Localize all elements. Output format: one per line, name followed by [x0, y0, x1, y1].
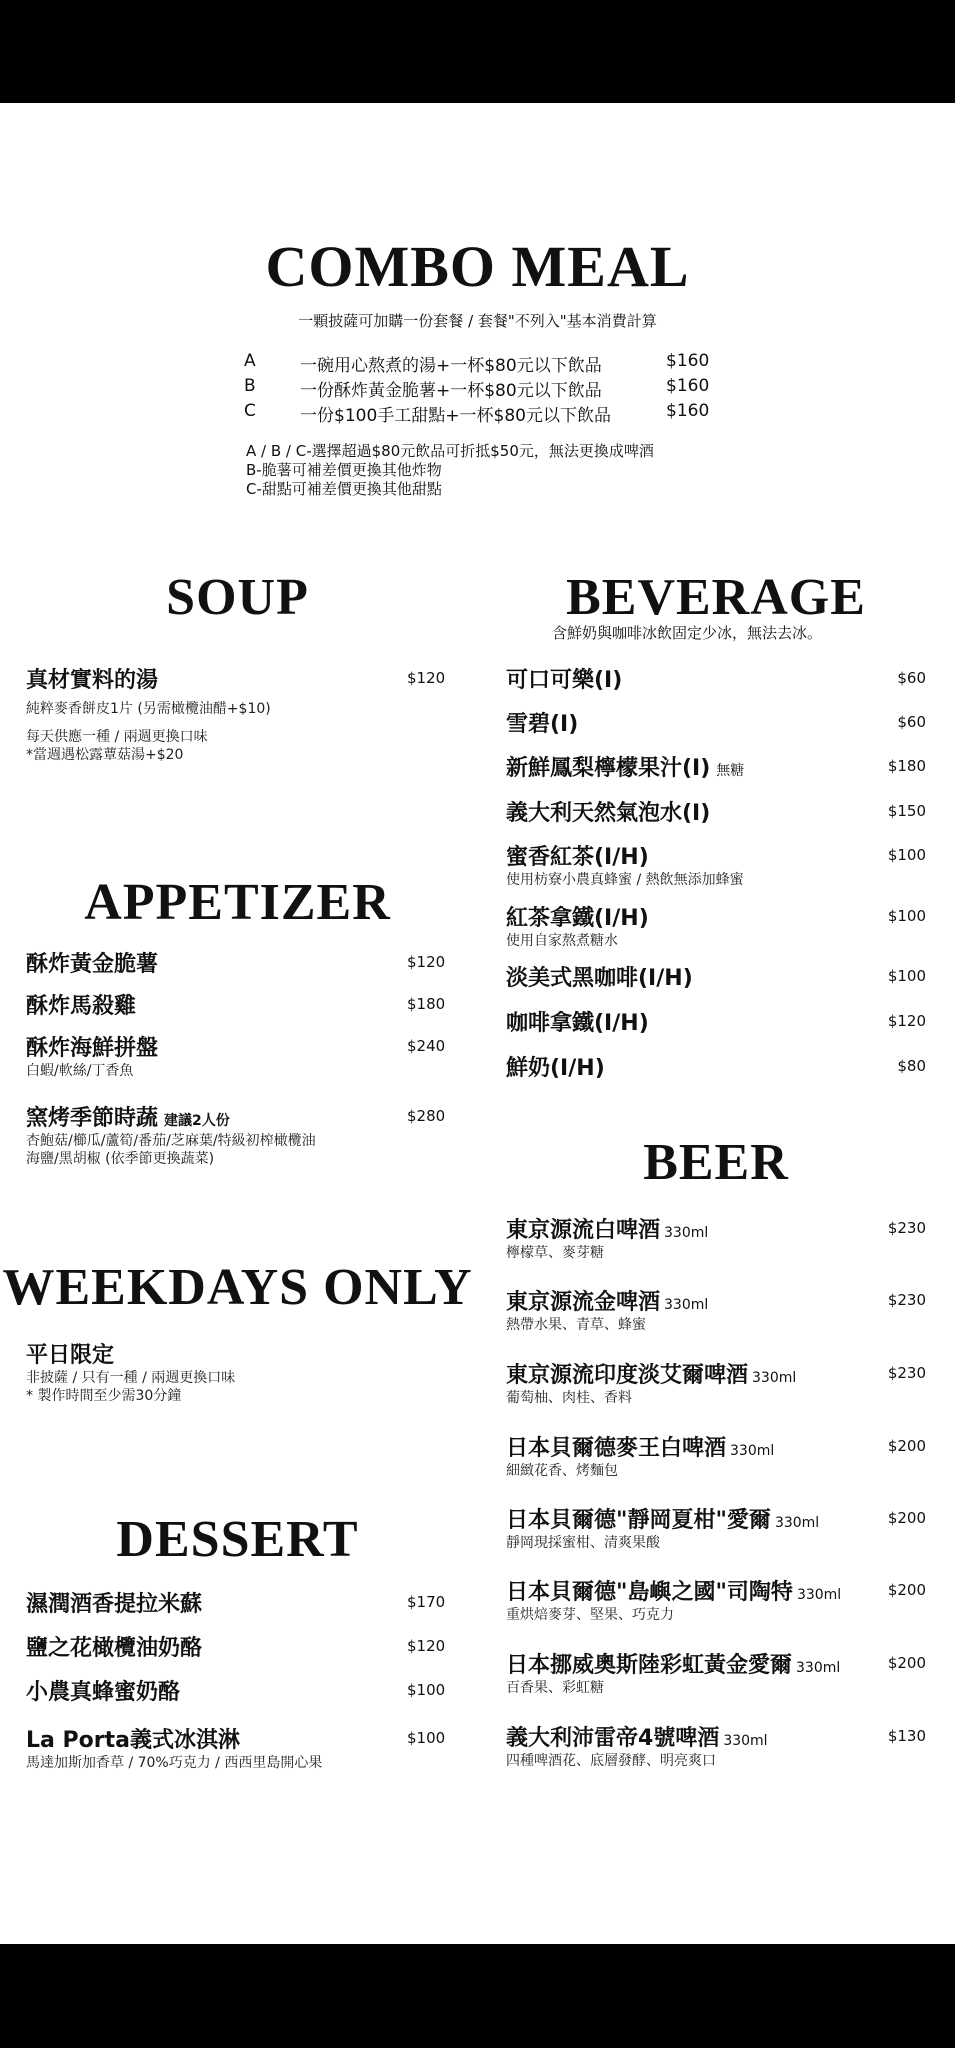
item-name-text: 日本挪威奧斯陸彩虹黃金愛爾 [506, 1653, 793, 1678]
menu-item [506, 1431, 926, 1480]
menu-item [506, 1721, 926, 1770]
menu-item [506, 1358, 926, 1407]
beverage-note: 含鮮奶與咖啡冰飲固定少冰，無法去冰。 [552, 624, 823, 642]
menu-item [506, 1503, 926, 1552]
item-desc: 熱帶水果、青草、蜂蜜 [506, 1317, 646, 1333]
item-name [506, 1213, 926, 1244]
item-name-text: 東京源流印度淡艾爾啤酒 [506, 1363, 749, 1388]
item-name [506, 751, 926, 782]
combo-price: $160 [666, 401, 710, 421]
menu-item [506, 1213, 926, 1262]
combo-note: 一顆披薩可加購一份套餐 / 套餐"不列入"基本消費計算 [298, 312, 657, 330]
menu-item [506, 1006, 926, 1037]
item-desc: 非披薩 / 只有一種 / 兩週更換口味 [26, 1370, 236, 1386]
item-price: $200 [887, 1654, 926, 1672]
item-price: $200 [887, 1437, 926, 1455]
top-black-bar [0, 0, 955, 103]
item-price: $200 [887, 1581, 926, 1599]
item-name: 鮮奶(I/H) [506, 1056, 605, 1081]
combo-letter: B [244, 376, 256, 396]
item-volume: 330ml [664, 1297, 709, 1313]
item-volume: 330ml [796, 1660, 841, 1676]
item-volume: 330ml [796, 1587, 842, 1603]
bottom-black-bar [0, 1944, 955, 2048]
dessert-title: DESSERT [116, 1511, 359, 1568]
item-name [506, 1431, 926, 1462]
combo-title: COMBO MEAL [265, 234, 690, 299]
item-name: 紅茶拿鐵(I/H) [506, 906, 649, 931]
item-name-text: 新鮮鳳梨檸檬果汁(I) [506, 756, 711, 781]
item-name-text: 日本貝爾德"靜岡夏柑"愛爾 [506, 1508, 771, 1533]
item-name [506, 1285, 926, 1316]
item-name [26, 1101, 446, 1132]
menu-item [506, 1285, 926, 1334]
menu-item [506, 707, 926, 738]
item-desc: 四種啤酒花、底層發酵、明亮爽口 [506, 1753, 716, 1769]
item-name [506, 1721, 926, 1752]
menu-item [26, 1587, 446, 1618]
item-desc: 細緻花香、烤麵包 [506, 1463, 618, 1479]
item-price: $120 [887, 1012, 926, 1030]
item-price: $120 [407, 953, 446, 971]
item-desc: 白蝦/軟絲/丁香魚 [26, 1063, 134, 1079]
item-name: 小農真蜂蜜奶酪 [26, 1680, 181, 1705]
menu-item [506, 1575, 926, 1624]
item-volume: 330ml [664, 1225, 709, 1241]
item-price: $120 [407, 1637, 446, 1655]
item-name-text: 東京源流金啤酒 [506, 1290, 661, 1315]
item-price: $100 [887, 967, 926, 985]
item-name: La Porta義式冰淇淋 [26, 1728, 240, 1753]
combo-desc: 一份$100手工甜點+一杯$80元以下飲品 [300, 406, 611, 426]
item-volume: 330ml [723, 1733, 768, 1749]
item-desc: 百香果、彩虹糖 [506, 1680, 604, 1696]
item-desc: 葡萄柚、肉桂、香料 [506, 1390, 632, 1406]
menu-item [26, 1631, 446, 1662]
combo-letter: A [244, 351, 256, 371]
item-name: 義大利天然氣泡水(I) [506, 801, 711, 826]
item-desc: 海鹽/黑胡椒 (依季節更換蔬菜) [26, 1151, 215, 1167]
item-name: 酥炸黃金脆薯 [26, 952, 159, 977]
menu-item [26, 1675, 446, 1706]
item-name: 可口可樂(I) [506, 668, 623, 693]
item-price: $200 [887, 1509, 926, 1527]
item-desc: * 製作時間至少需30分鐘 [26, 1388, 182, 1404]
item-price: $280 [407, 1107, 446, 1125]
item-price: $100 [887, 907, 926, 925]
menu-item [26, 947, 446, 978]
item-desc: 每天供應一種 / 兩週更換口味 [26, 729, 208, 745]
item-price: $150 [887, 802, 926, 820]
item-name-text: 東京源流白啤酒 [506, 1218, 661, 1243]
menu-item [26, 663, 446, 764]
item-name-text: 日本貝爾德"島嶼之國"司陶特 [506, 1580, 793, 1605]
appetizer-title: APPETIZER [84, 874, 391, 931]
item-name: 酥炸馬殺雞 [26, 994, 137, 1019]
item-desc: 靜岡現採蜜柑、清爽果酸 [506, 1535, 660, 1551]
item-name [506, 1575, 926, 1606]
item-price: $60 [897, 669, 926, 687]
item-price: $230 [887, 1219, 926, 1237]
item-desc: 杏鮑菇/櫛瓜/蘆筍/番茄/芝麻葉/特級初榨橄欖油 [26, 1133, 316, 1149]
item-price: $60 [897, 713, 926, 731]
item-name [506, 1648, 926, 1679]
beverage-title: BEVERAGE [566, 569, 866, 626]
item-name [506, 1503, 926, 1534]
item-tag: 無糖 [716, 763, 745, 779]
item-price: $170 [407, 1593, 446, 1611]
menu-item [506, 751, 926, 782]
item-price: $100 [407, 1729, 446, 1747]
item-price: $80 [897, 1057, 926, 1075]
combo-letter: C [244, 401, 256, 421]
item-tag: 建議2人份 [164, 1113, 230, 1129]
soup-title: SOUP [166, 569, 309, 626]
item-name: 蜜香紅茶(I/H) [506, 845, 649, 870]
item-price: $100 [887, 846, 926, 864]
menu-item [506, 1051, 926, 1082]
item-name: 淡美式黑咖啡(I/H) [506, 966, 693, 991]
item-desc: 檸檬草、麥芽糖 [506, 1245, 604, 1261]
item-price: $240 [407, 1037, 446, 1055]
item-name: 濕潤酒香提拉米蘇 [26, 1592, 203, 1617]
item-name-text: 窯烤季節時蔬 [26, 1106, 159, 1131]
item-name-text: 義大利沛雷帝4號啤酒 [506, 1726, 720, 1751]
menu-page [0, 103, 955, 1944]
item-name: 鹽之花橄欖油奶酪 [26, 1636, 203, 1661]
menu-item [506, 663, 926, 694]
combo-price: $160 [666, 376, 710, 396]
menu-item [26, 1031, 446, 1080]
item-name [506, 1358, 926, 1389]
combo-price: $160 [666, 351, 710, 371]
item-name: 雪碧(I) [506, 712, 579, 737]
item-desc: 純粹麥香餅皮1片 (另需橄欖油醋+$10) [26, 701, 271, 717]
menu-item [506, 961, 926, 992]
menu-item [506, 796, 926, 827]
combo-desc: 一份酥炸黃金脆薯+一杯$80元以下飲品 [300, 381, 602, 401]
item-volume: 330ml [752, 1370, 797, 1386]
item-name: 平日限定 [26, 1343, 115, 1368]
item-desc: 使用自家熬煮糖水 [506, 933, 618, 949]
menu-item [26, 1338, 446, 1405]
menu-item [506, 1648, 926, 1697]
item-name: 酥炸海鮮拼盤 [26, 1036, 159, 1061]
item-name-text: 日本貝爾德麥王白啤酒 [506, 1436, 727, 1461]
item-price: $120 [407, 669, 446, 687]
combo-rule: C-甜點可補差價更換其他甜點 [246, 480, 442, 498]
beer-title: BEER [643, 1134, 789, 1191]
combo-rule: A / B / C-選擇超過$80元飲品可折抵$50元，無法更換成啤酒 [246, 442, 654, 460]
menu-item [26, 1723, 446, 1772]
menu-item [26, 989, 446, 1020]
combo-rule: B-脆薯可補差價更換其他炸物 [246, 461, 442, 479]
item-price: $100 [407, 1681, 446, 1699]
weekdays-title: WEEKDAYS ONLY [2, 1259, 473, 1316]
item-desc: 重烘焙麥芽、堅果、巧克力 [506, 1607, 674, 1623]
combo-desc: 一碗用心熬煮的湯+一杯$80元以下飲品 [300, 356, 602, 376]
item-price: $180 [407, 995, 446, 1013]
item-desc: 使用枋寮小農真蜂蜜 / 熱飲無添加蜂蜜 [506, 872, 744, 888]
combo-rules [246, 442, 654, 499]
item-desc: 馬達加斯加香草 / 70%巧克力 / 西西里島開心果 [26, 1755, 323, 1771]
item-price: $130 [887, 1727, 926, 1745]
menu-item [506, 901, 926, 950]
item-price: $180 [887, 757, 926, 775]
item-volume: 330ml [774, 1515, 820, 1531]
item-volume: 330ml [730, 1443, 775, 1459]
item-name: 咖啡拿鐵(I/H) [506, 1011, 649, 1036]
item-desc: *當週遇松露蕈菇湯+$20 [26, 747, 184, 763]
menu-item [26, 1101, 446, 1168]
menu-item [506, 840, 926, 889]
item-price: $230 [887, 1364, 926, 1382]
item-price: $230 [887, 1291, 926, 1309]
item-name: 真材實料的湯 [26, 668, 159, 693]
